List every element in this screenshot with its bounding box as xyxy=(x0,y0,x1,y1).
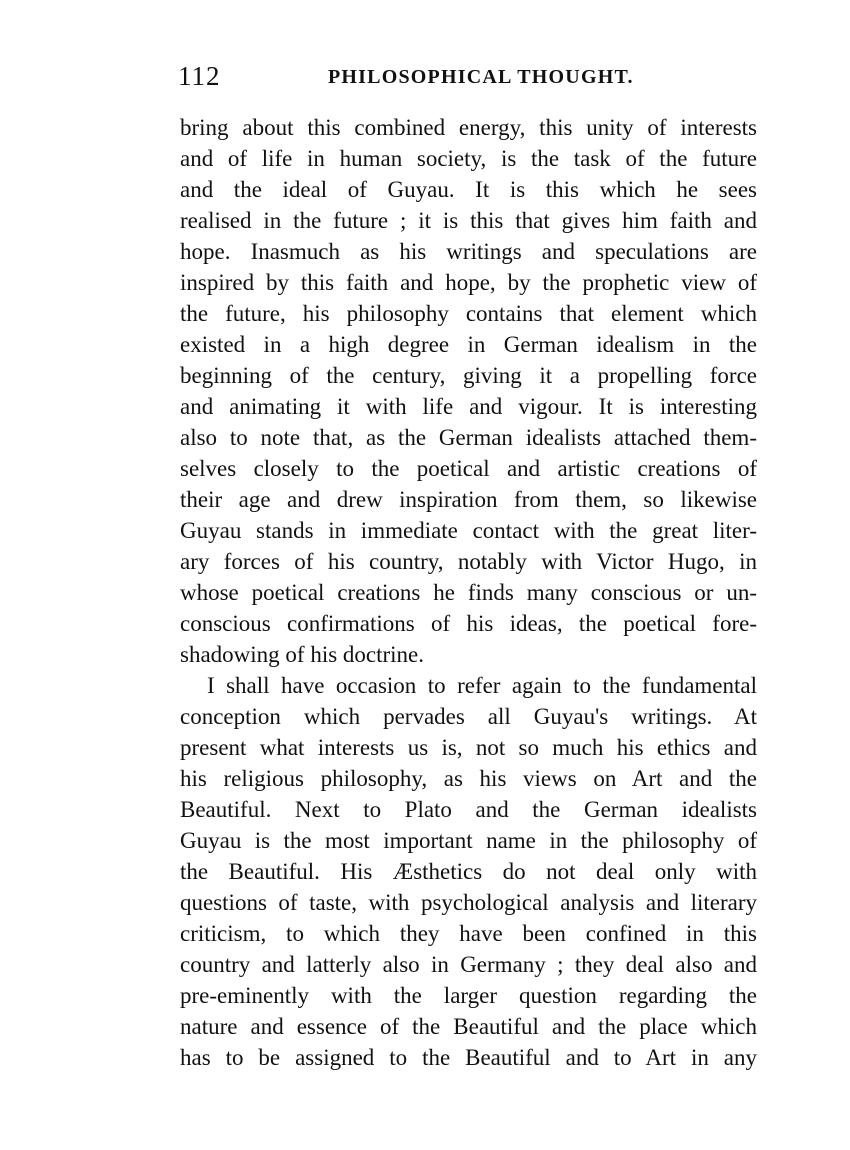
text-line: conception which pervades all Guyau's writings. At xyxy=(180,704,757,729)
text-line: pre-eminently with the larger question regarding the xyxy=(180,983,757,1008)
text-line: beginning of the century, giving it a propelling force xyxy=(180,363,757,388)
text-line: their age and drew inspiration from them, so likewise xyxy=(180,487,757,512)
text-line: whose poetical creations he finds many conscious or un- xyxy=(180,580,757,605)
text-line: Guyau is the most important name in the philosophy of xyxy=(180,828,757,853)
text-line: has to be assigned to the Beautiful and to Art in any xyxy=(180,1045,757,1070)
text-line: realised in the future ; it is this that gives him faith and xyxy=(180,208,757,233)
text-line: criticism, to which they have been confined in this xyxy=(180,921,757,946)
text-line: also to note that, as the German idealists attached them- xyxy=(180,425,757,450)
text-line: questions of taste, with psychological analysis and literary xyxy=(180,890,757,915)
text-line: and the ideal of Guyau. It is this which he sees xyxy=(180,177,757,202)
running-title: PHILOSOPHICAL THOUGHT. xyxy=(328,66,634,88)
text-line: nature and essence of the Beautiful and the place which xyxy=(180,1014,757,1039)
text-line: and animating it with life and vigour. It is interesting xyxy=(180,394,757,419)
page-number: 112 xyxy=(178,61,221,91)
text-line: ary forces of his country, notably with Victor Hugo, in xyxy=(180,549,757,574)
text-line: shadowing of his doctrine. xyxy=(180,642,425,667)
text-line: I shall have occasion to refer again to the fundamental xyxy=(207,673,757,698)
text-line: country and latterly also in Germany ; they deal also and xyxy=(180,952,757,977)
text-line: the future, his philosophy contains that element which xyxy=(180,301,757,326)
text-line: conscious confirmations of his ideas, the poetical fore- xyxy=(180,611,757,636)
text-line: and of life in human society, is the task of the future xyxy=(180,146,757,171)
text-line: Guyau stands in immediate contact with the great liter- xyxy=(180,518,757,543)
text-line: his religious philosophy, as his views on Art and the xyxy=(180,766,757,791)
text-line: the Beautiful. His Æsthetics do not deal only with xyxy=(180,859,757,884)
text-line: existed in a high degree in German idealism in the xyxy=(180,332,757,357)
running-head xyxy=(178,58,758,94)
text-line: present what interests us is, not so much his ethics and xyxy=(180,735,757,760)
text-line: selves closely to the poetical and artistic creations of xyxy=(180,456,757,481)
text-line: inspired by this faith and hope, by the prophetic view of xyxy=(180,270,757,295)
text-line: hope. Inasmuch as his writings and speculations are xyxy=(180,239,757,264)
text-line: bring about this combined energy, this unity of interests xyxy=(180,115,757,140)
body-text xyxy=(180,112,757,1073)
text-line: Beautiful. Next to Plato and the German idealists xyxy=(180,797,757,822)
